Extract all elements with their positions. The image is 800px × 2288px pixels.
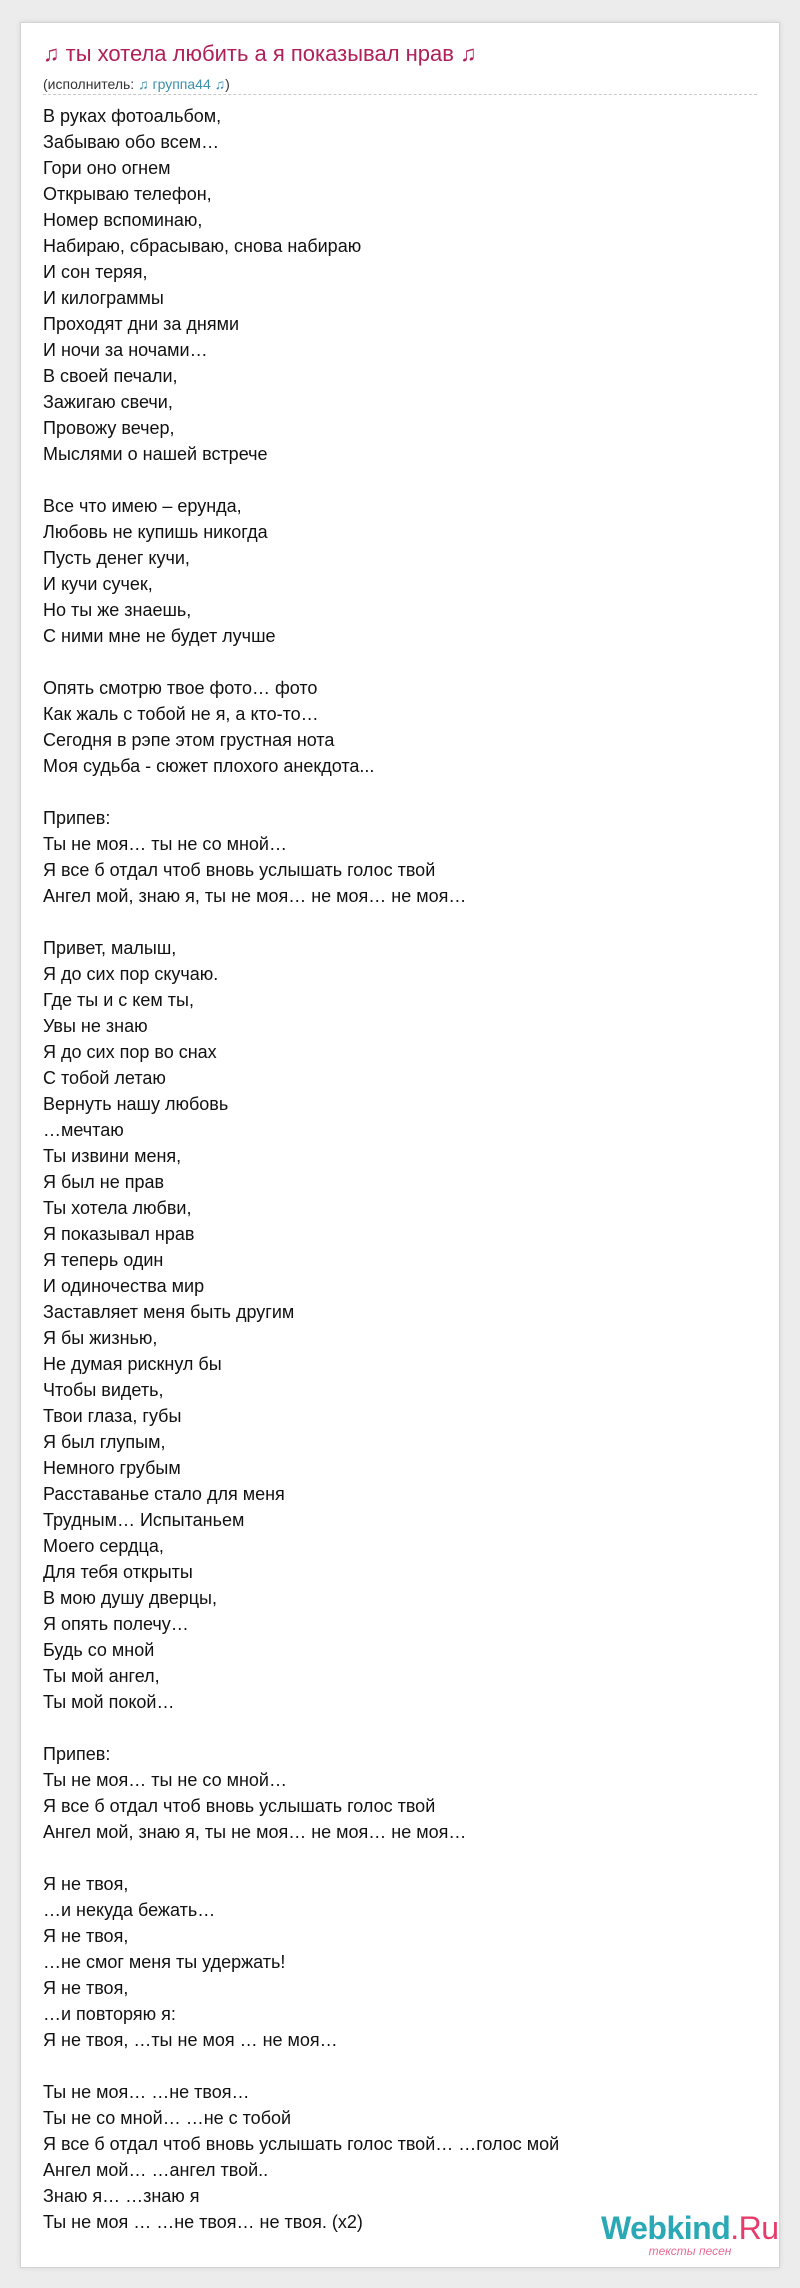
- lyric-line: Я не твоя, …ты не моя … не моя…: [43, 2030, 338, 2050]
- artist-link[interactable]: ♫ группа44 ♫: [138, 76, 226, 92]
- lyric-line: [43, 779, 763, 805]
- lyric-line: Немного грубым: [43, 1458, 181, 1478]
- lyric-line: …и повторяю я:: [43, 2004, 176, 2024]
- lyric-line: Моя судьба - сюжет плохого анекдота...: [43, 756, 375, 776]
- lyric-line: Ты мой ангел,: [43, 1666, 160, 1686]
- lyric-line: И кучи сучек,: [43, 574, 153, 594]
- lyric-line: Ты не моя… …не твоя…: [43, 2082, 250, 2102]
- lyric-line: Как жаль с тобой не я, а кто-то…: [43, 704, 319, 724]
- lyric-line: Припев:: [43, 1744, 111, 1764]
- lyric-line: Заставляет меня быть другим: [43, 1302, 295, 1322]
- lyric-line: Любовь не купишь никогда: [43, 522, 268, 542]
- lyric-line: И ночи за ночами…: [43, 340, 208, 360]
- lyric-line: С тобой летаю: [43, 1068, 166, 1088]
- lyric-line: [43, 467, 763, 493]
- lyric-line: [43, 1715, 763, 1741]
- artist-line: [43, 75, 230, 93]
- lyric-line: Ты не моя … …не твоя… не твоя. (x2): [43, 2212, 363, 2232]
- lyric-line: Открываю телефон,: [43, 184, 212, 204]
- lyric-line: Я до сих пор во снах: [43, 1042, 217, 1062]
- lyric-line: Но ты же знаешь,: [43, 600, 192, 620]
- lyric-line: Я бы жизнью,: [43, 1328, 158, 1348]
- logo-main-text: Webkind: [601, 2210, 731, 2246]
- lyric-line: …мечтаю: [43, 1120, 124, 1140]
- lyric-line: Я все б отдал чтоб вновь услышать голос твой… …голос мой: [43, 2134, 560, 2154]
- title-divider: [43, 94, 757, 95]
- lyric-line: В мою душу дверцы,: [43, 1588, 217, 1608]
- artist-suffix: ): [225, 76, 230, 92]
- lyric-line: Ты не моя… ты не со мной…: [43, 834, 287, 854]
- lyric-line: Номер вспоминаю,: [43, 210, 203, 230]
- lyric-line: Я не твоя,: [43, 1874, 129, 1894]
- lyric-line: Ты мой покой…: [43, 1692, 175, 1712]
- lyric-line: Я опять полечу…: [43, 1614, 189, 1634]
- lyric-line: Я не твоя,: [43, 1978, 129, 1998]
- lyric-line: В своей печали,: [43, 366, 178, 386]
- lyric-line: Моего сердца,: [43, 1536, 164, 1556]
- lyric-line: И килограммы: [43, 288, 164, 308]
- lyric-line: [43, 649, 763, 675]
- webkind-logo[interactable]: [601, 2210, 779, 2260]
- lyric-line: Провожу вечер,: [43, 418, 175, 438]
- lyric-line: Твои глаза, губы: [43, 1406, 182, 1426]
- lyric-line: Все что имею – ерунда,: [43, 496, 242, 516]
- lyric-line: Трудным… Испытаньем: [43, 1510, 245, 1530]
- lyric-line: Ты не со мной… …не с тобой: [43, 2108, 292, 2128]
- lyric-line: И одиночества мир: [43, 1276, 205, 1296]
- lyric-line: [43, 2053, 763, 2079]
- lyric-line: Я теперь один: [43, 1250, 164, 1270]
- lyric-line: Ангел мой, знаю я, ты не моя… не моя… не моя…: [43, 1822, 467, 1842]
- lyric-line: Будь со мной: [43, 1640, 155, 1660]
- lyric-line: [43, 1845, 763, 1871]
- lyric-line: Мыслями о нашей встрече: [43, 444, 268, 464]
- lyric-line: С ними мне не будет лучше: [43, 626, 276, 646]
- lyric-line: …и некуда бежать…: [43, 1900, 216, 1920]
- lyric-line: Для тебя открыты: [43, 1562, 193, 1582]
- lyric-line: Я был глупым,: [43, 1432, 166, 1452]
- lyric-line: Зажигаю свечи,: [43, 392, 173, 412]
- lyric-line: Вернуть нашу любовь: [43, 1094, 229, 1114]
- lyric-line: Увы не знаю: [43, 1016, 148, 1036]
- lyric-line: Проходят дни за днями: [43, 314, 240, 334]
- lyrics-card: [20, 22, 780, 2268]
- logo-wordmark: [601, 2210, 779, 2246]
- lyric-line: Ты извини меня,: [43, 1146, 182, 1166]
- lyric-line: Ты не моя… ты не со мной…: [43, 1770, 287, 1790]
- lyric-line: …не смог меня ты удержать!: [43, 1952, 286, 1972]
- lyric-line: Я был не прав: [43, 1172, 165, 1192]
- lyric-line: Припев:: [43, 808, 111, 828]
- lyric-line: Набираю, сбрасываю, снова набираю: [43, 236, 362, 256]
- lyric-line: Где ты и с кем ты,: [43, 990, 194, 1010]
- artist-prefix: (исполнитель:: [43, 76, 139, 92]
- lyric-line: Я все б отдал чтоб вновь услышать голос твой: [43, 1796, 436, 1816]
- lyric-line: Ангел мой, знаю я, ты не моя… не моя… не моя…: [43, 886, 467, 906]
- lyric-line: Забываю обо всем…: [43, 132, 220, 152]
- lyric-line: Гори оно огнем: [43, 158, 171, 178]
- logo-tagline: тексты песен: [648, 2244, 732, 2258]
- lyric-line: В руках фотоальбом,: [43, 106, 222, 126]
- lyric-line: Ты хотела любви,: [43, 1198, 192, 1218]
- lyric-line: Я не твоя,: [43, 1926, 129, 1946]
- lyric-line: Знаю я… …знаю я: [43, 2186, 200, 2206]
- lyric-line: Я до сих пор скучаю.: [43, 964, 219, 984]
- song-title: ♫ ты хотела любить а я показывал нрав ♫: [43, 41, 477, 66]
- lyric-line: Привет, малыш,: [43, 938, 177, 958]
- lyric-line: Я все б отдал чтоб вновь услышать голос твой: [43, 860, 436, 880]
- lyric-line: Не думая рискнул бы: [43, 1354, 222, 1374]
- lyric-line: [43, 909, 763, 935]
- lyric-line: Пусть денег кучи,: [43, 548, 190, 568]
- lyric-line: Сегодня в рэпе этом грустная нота: [43, 730, 335, 750]
- lyric-line: Ангел мой… …ангел твой..: [43, 2160, 269, 2180]
- lyric-line: И сон теряя,: [43, 262, 148, 282]
- lyrics-text: [43, 103, 763, 2235]
- lyric-line: Чтобы видеть,: [43, 1380, 164, 1400]
- lyric-line: Опять смотрю твое фото… фото: [43, 678, 318, 698]
- logo-accent-text: .Ru: [730, 2210, 779, 2246]
- lyric-line: Я показывал нрав: [43, 1224, 195, 1244]
- lyric-line: Расставанье стало для меня: [43, 1484, 285, 1504]
